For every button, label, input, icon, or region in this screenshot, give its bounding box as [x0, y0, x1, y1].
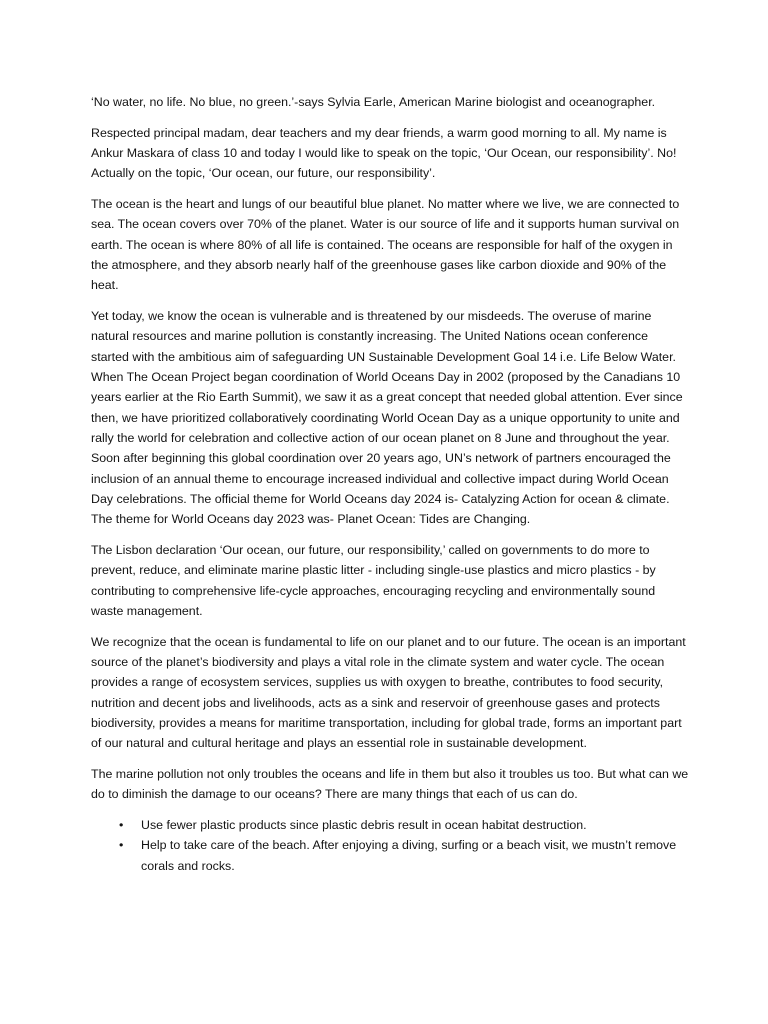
- list-item-text: Use fewer plastic products since plastic debris result in ocean habitat destruction.: [141, 818, 587, 832]
- bullet-icon: •: [119, 818, 124, 832]
- paragraph-lisbon-declaration: The Lisbon declaration ‘Our ocean, our future, our responsibility,’ called on governments to do more to prevent, reduce, and eliminate marine plastic litter - including single-use plastics and micro plastics - by contributing to comprehensive life-cycle approaches, encouraging recycling and environmentally sound waste management.: [91, 542, 656, 618]
- document-page: [91, 92, 689, 876]
- bullet-icon: •: [119, 838, 124, 853]
- paragraph-ocean-fundamental: We recognize that the ocean is fundamental to life on our planet and to our future. The ocean is an important source of the planet’s biodiversity and plays a vital role in the climate system and water cycle. The ocean provides a range of ecosystem services, supplies us with oxygen to breathe, contributes to food security, nutrition and decent jobs and livelihoods, acts as a sink and reservoir of greenhouse gases and protects biodiversity, provides a means for maritime transportation, including for global trade, forms an important part of our natural and cultural heritage and plays an essential role in sustainable development.: [91, 634, 686, 751]
- paragraph-marine-pollution: The marine pollution not only troubles the oceans and life in them but also it troubles us too. But what can we do to diminish the damage to our oceans? There are many things that each of us can do.: [91, 766, 689, 802]
- list-item-text: Help to take care of the beach. After enjoying a diving, surfing or a beach visit, we mustn’t remove corals and rocks.: [141, 838, 677, 873]
- opening-quote: ‘No water, no life. No blue, no green.’-says Sylvia Earle, American Marine biologist and oceanographer.: [91, 95, 656, 109]
- paragraph-greeting: Respected principal madam, dear teachers and my dear friends, a warm good morning to all. My name is Ankur Maskara of class 10 and today I would like to speak on the topic, ‘Our Ocean, our responsibility’. No! Actually on the topic, ‘Our ocean, our future, our responsibility’.: [91, 125, 677, 181]
- paragraph-ocean-heart: The ocean is the heart and lungs of our beautiful blue planet. No matter where we live, we are connected to sea. The ocean covers over 70% of the planet. Water is our source of life and it supports human survival on earth. The ocean is where 80% of all life is contained. The oceans are responsible for half of the oxygen in the atmosphere, and they absorb nearly half of the greenhouse gases like carbon dioxide and 90% of the heat.: [91, 197, 680, 293]
- list-item: [91, 815, 689, 835]
- list-item: [91, 835, 689, 876]
- bullet-list: [91, 815, 689, 876]
- paragraph-ocean-threats: Yet today, we know the ocean is vulnerable and is threatened by our misdeeds. The overuse of marine natural resources and marine pollution is constantly increasing. The United Nations ocean conference started with the ambitious aim of safeguarding UN Sustainable Development Goal 14 i.e. Life Below Water. When The Ocean Project began coordination of World Oceans Day in 2002 (proposed by the Canadians 10 years earlier at the Rio Earth Summit), we saw it as a great concept that needed global attention. Ever since then, we have prioritized collaboratively coordinating World Ocean Day as a unique opportunity to unite and rally the world for celebration and collective action of our ocean planet on 8 June and throughout the year. Soon after beginning this global coordination over 20 years ago, UN’s network of partners encouraged the inclusion of an annual theme to encourage increased individual and collective impact during World Ocean Day celebrations. The official theme for World Oceans day 2024 is- Catalyzing Action for ocean & climate. The theme for World Oceans day 2023 was- Planet Ocean: Tides are Changing.: [91, 309, 683, 527]
